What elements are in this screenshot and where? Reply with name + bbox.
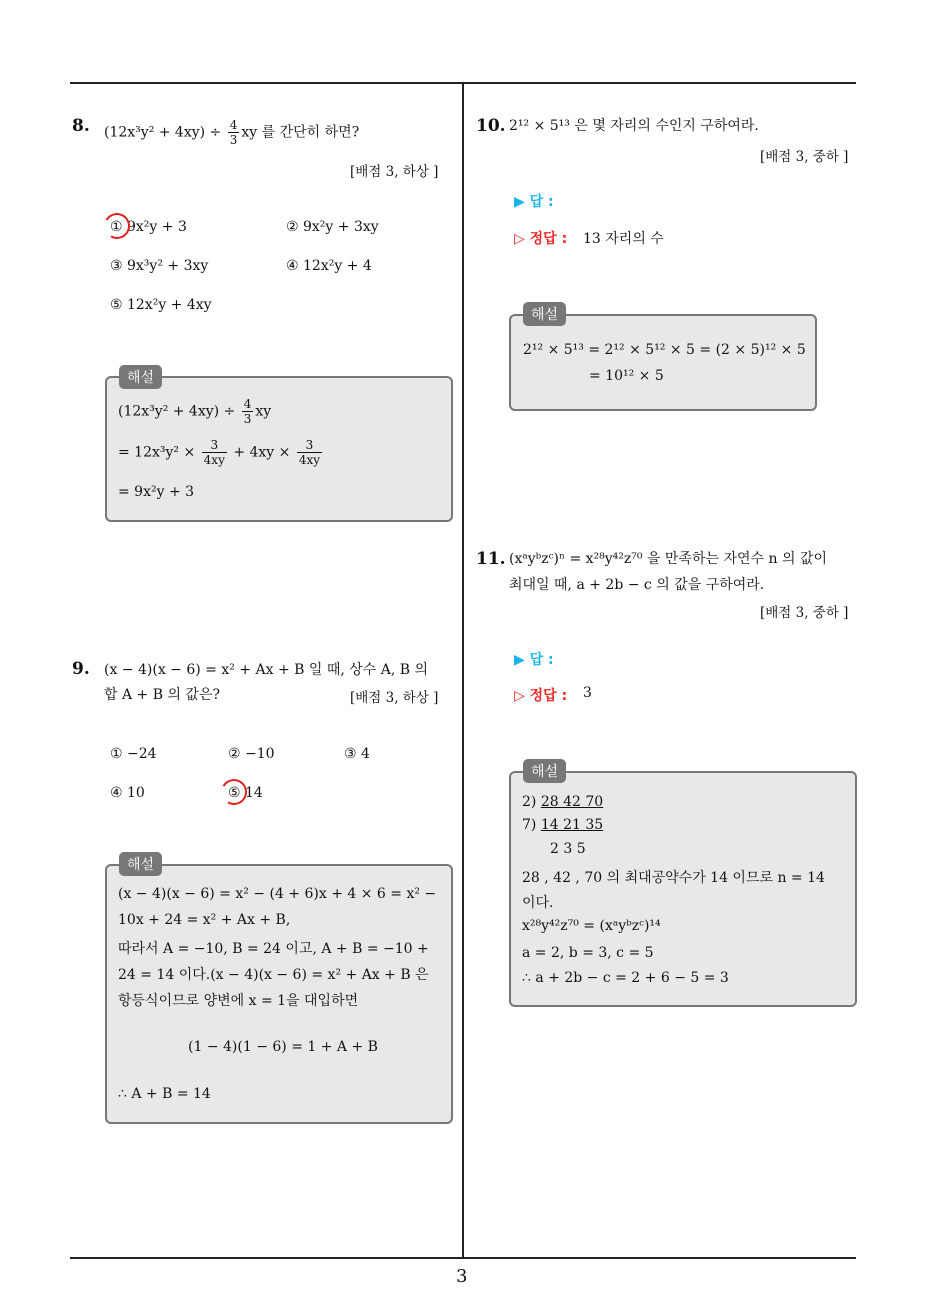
q11-solution-line-e: ∴ a + 2b − c = 2 + 6 − 5 = 3 [522,970,729,986]
q11-solution-line-a: 28 , 42 , 70 의 최대공약수가 14 이므로 n = 14 [522,870,825,886]
question-11-line-2: 최대일 때, a + 2b − c 의 값을 구하여라. [509,577,765,593]
q11-division-row-3: 2 3 5 [550,841,586,857]
question-10-text: 2¹² × 5¹³ 은 몇 자리의 수인지 구하여라. [509,118,759,134]
q10-solution-tag: 해설 [523,302,566,326]
q9-solution-line-1: (x − 4)(x − 6) = x² − (4 + 6)x + 4 × 6 = x² − [118,886,437,902]
q11-solution-line-b: 이다. [522,895,554,911]
question-8-number: 8. [72,116,90,136]
q8-choice-4[interactable]: ④ 12x²y + 4 [286,258,372,274]
q11-division-row-1: 2) 28 42 70 [522,794,604,810]
q9-solution-line-2: 10x + 24 = x² + Ax + B, [118,912,291,928]
q9-solution-line-4: 24 = 14 이다.(x − 4)(x − 6) = x² + Ax + B 은 [118,967,429,983]
q8-solution-line-1: (12x³y² + 4xy) ÷ $\frac{4}{3}$ xy [118,397,272,426]
q9-solution-center: (1 − 4)(1 − 6) = 1 + A + B [188,1039,378,1055]
q11-solution-line-d: a = 2, b = 3, c = 5 [522,945,654,961]
selected-answer-circle [218,776,250,808]
selected-answer-circle [101,210,133,242]
question-8-text: (12x³y² + 4xy) ÷ $\frac{4}{3}$ xy 를 간단히 하면? [104,118,360,147]
q10-solution-line-1: 2¹² × 5¹³ = 2¹² × 5¹² × 5 = (2 × 5)¹² × 5 [523,342,806,358]
q10-answer-label: ▶ 답 : [514,194,554,210]
page-number: 3 [456,1266,468,1287]
question-9-line-2: 합 A + B 의 값은? [104,687,220,703]
q10-correct-value: 13 자리의 수 [583,231,664,247]
q11-solution-tag: 해설 [523,759,566,783]
question-10-score: [배점 3, 중하 ] [760,149,849,165]
q10-correct-label: ▷ 정답 : [514,231,568,247]
q11-answer-label: ▶ 답 : [514,652,554,668]
q8-choice-2[interactable]: ② 9x²y + 3xy [286,219,379,235]
question-9-number: 9. [72,659,90,679]
q8-solution-line-3: = 9x²y + 3 [118,484,195,500]
q8-solution-tag: 해설 [119,365,162,389]
question-9-score: [배점 3, 하상 ] [350,690,439,706]
column-divider [462,82,464,1258]
fraction: $\frac{4}{3}$ [229,118,238,147]
q8-choice-5[interactable]: ⑤ 12x²y + 4xy [110,297,212,313]
q10-solution-box [509,314,817,411]
q8-solution-line-2: = 12x³y² × $\frac{3}{4xy}$ + 4xy × $\frac{3}{4xy}$ [118,438,321,467]
q9-choice-2[interactable]: ② −10 [228,746,275,762]
q9-solution-line-5: 항등식이므로 양변에 x = 1을 대입하면 [118,993,359,1009]
q9-solution-final: ∴ A + B = 14 [118,1086,211,1102]
question-10-number: 10. [476,116,506,136]
q8-choice-1[interactable]: ① 9x²y + 3 [110,219,187,235]
q8-choice-3[interactable]: ③ 9x³y² + 3xy [110,258,209,274]
bottom-rule [70,1257,856,1259]
question-8-score: [배점 3, 하상 ] [350,164,439,180]
q9-solution-line-3: 따라서 A = −10, B = 24 이고, A + B = −10 + [118,941,429,957]
q9-choice-5[interactable]: ⑤ 14 [228,785,263,801]
question-9-line-1: (x − 4)(x − 6) = x² + Ax + B 일 때, 상수 A, B 의 [104,662,429,678]
q9-solution-tag: 해설 [119,852,162,876]
q9-choice-4[interactable]: ④ 10 [110,785,145,801]
q9-choice-1[interactable]: ① −24 [110,746,157,762]
q11-correct-value: 3 [583,685,592,701]
question-11-number: 11. [476,549,506,569]
question-11-score: [배점 3, 중하 ] [760,605,849,621]
q11-division-row-2: 7) 14 21 35 [522,817,604,833]
q11-solution-line-c: x²⁸y⁴²z⁷⁰ = (xᵃyᵇzᶜ)¹⁴ [522,918,661,934]
question-11-line-1: (xᵃyᵇzᶜ)ⁿ = x²⁸y⁴²z⁷⁰ 을 만족하는 자연수 n 의 값이 [509,551,827,567]
q9-choice-3[interactable]: ③ 4 [344,746,370,762]
q11-correct-label: ▷ 정답 : [514,688,568,704]
q10-solution-line-2: = 10¹² × 5 [589,368,664,384]
